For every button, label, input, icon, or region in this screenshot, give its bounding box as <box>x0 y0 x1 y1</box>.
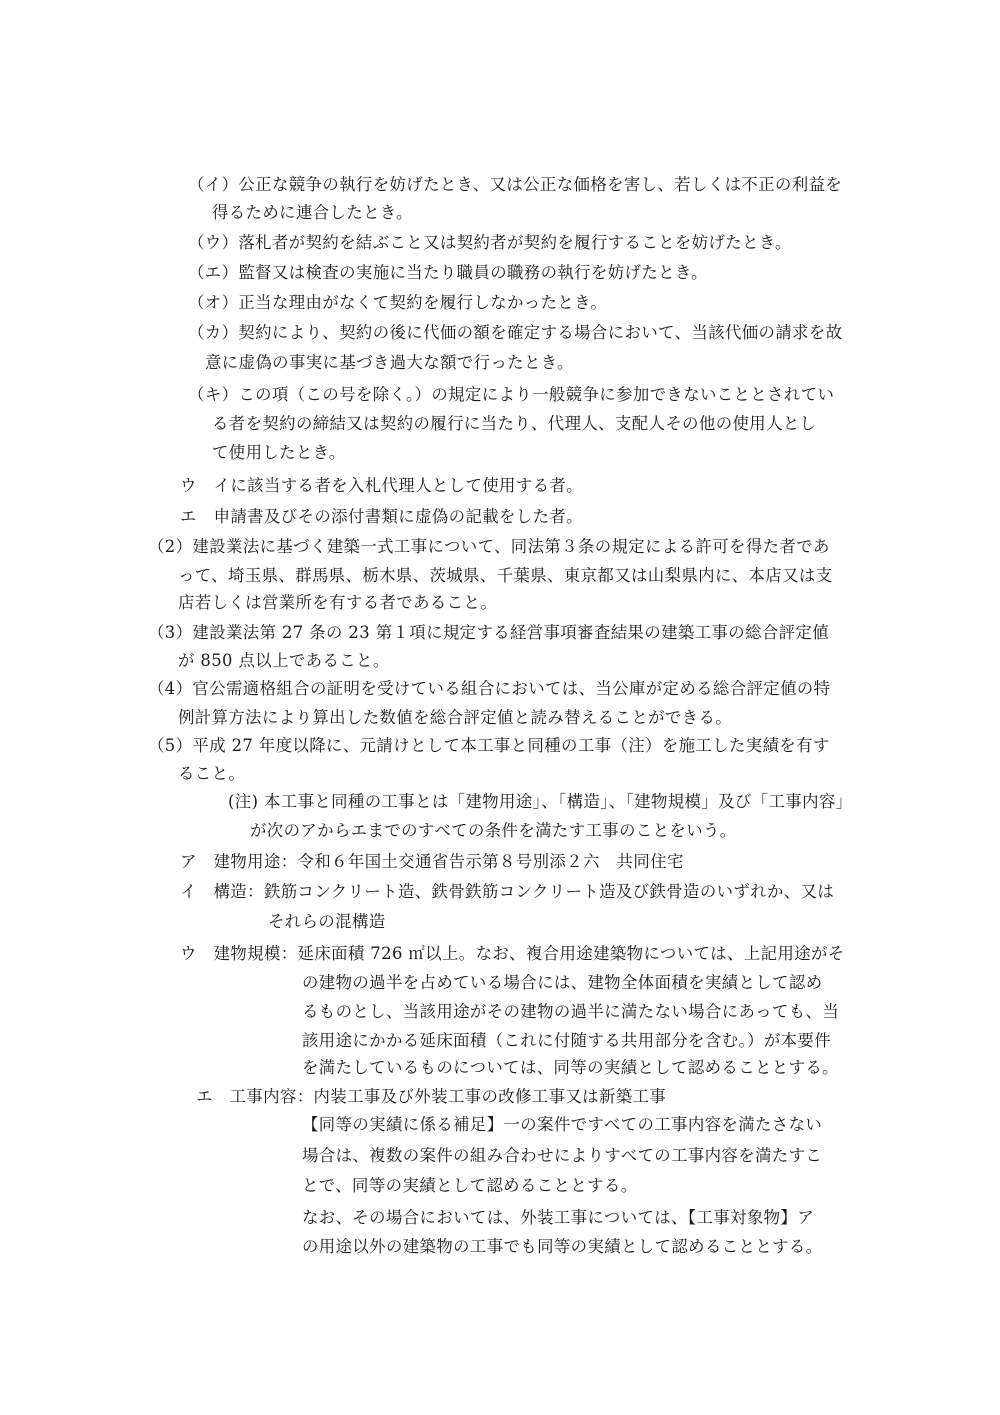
condition-u-scale-line-5: を満たしているものについては、同等の実績として認めることとする。 <box>302 1058 839 1077</box>
section-3-line-1: （3）建設業法第 27 条の 23 第１項に規定する経営事項審査結果の建築工事の総合評定値 <box>148 623 830 642</box>
section-5-line-2: ること。 <box>178 764 246 783</box>
condition-u-scale-line-3: るものとし、当該用途がその建物の過半に満たない場合にあっても、当 <box>302 1002 840 1021</box>
note-line-1: (注) 本工事と同種の工事とは「建物用途」、「構造」、「建物規模」及び「工事内容」 <box>228 792 853 811</box>
item-i-line-1: （イ）公正な競争の執行を妨げたとき、又は公正な価格を害し、若しくは不正の利益を <box>188 175 843 194</box>
supplement-line-5: の用途以外の建築物の工事でも同等の実績として認めることとする。 <box>302 1237 823 1256</box>
supplement-line-1: 【同等の実績に係る補足】一の案件ですべての工事内容を満たさない <box>302 1115 823 1134</box>
section-2-line-2: って、埼玉県、群馬県、栃木県、茨城県、千葉県、東京都又は山梨県内に、本店又は支 <box>178 566 833 585</box>
section-3-line-2: が 850 点以上であること。 <box>178 651 390 670</box>
condition-i-structure-line-2: それらの混構造 <box>268 912 386 931</box>
item-ka-line-1: （カ）契約により、契約の後に代価の額を確定する場合において、当該代価の請求を故 <box>188 323 843 342</box>
supplement-line-2: 場合は、複数の案件の組み合わせによりすべての工事内容を満たすこ <box>302 1146 823 1165</box>
section-2-line-1: （2）建設業法に基づく建築一式工事について、同法第３条の規定による許可を得た者であ <box>148 537 830 556</box>
item-e-paren-line-1: （エ）監督又は検査の実施に当たり職員の職務の執行を妨げたとき。 <box>188 263 708 282</box>
condition-u-scale-line-1: ウ 建物規模：延床面積 726 ㎡以上。なお、複合用途建築物については、上記用途がそ <box>180 944 845 963</box>
supplement-line-3: とで、同等の実績として認めることとする。 <box>302 1176 638 1195</box>
item-o-paren-line-1: （オ）正当な理由がなくて契約を履行しなかったとき。 <box>188 293 608 312</box>
section-4-line-1: （4）官公需適格組合の証明を受けている組合においては、当公庫が定める総合評定値の特 <box>148 679 831 698</box>
item-u: ウ イに該当する者を入札代理人として使用する者。 <box>180 476 583 495</box>
section-4-line-2: 例計算方法により算出した数値を総合評定値と読み替えることができる。 <box>178 708 733 727</box>
condition-i-structure-line-1: イ 構造：鉄筋コンクリート造、鉄骨鉄筋コンクリート造及び鉄骨造のいずれか、又は <box>180 882 835 901</box>
condition-u-scale-line-2: の建物の過半を占めている場合には、建物全体面積を実績として認め <box>302 973 823 992</box>
item-ki-line-2: る者を契約の締結又は契約の履行に当たり、代理人、支配人その他の使用人とし <box>212 414 817 433</box>
condition-u-scale-line-4: 該用途にかかる延床面積（これに付随する共用部分を含む。）が本要件 <box>302 1031 832 1050</box>
condition-a-building-use: ア 建物用途：令和６年国土交通省告示第８号別添２六 共同住宅 <box>180 852 684 871</box>
supplement-line-4: なお、その場合においては、外装工事については、【工事対象物】ア <box>302 1208 814 1227</box>
section-2-line-3: 店若しくは営業所を有する者であること。 <box>178 593 498 612</box>
section-5-line-1: （5）平成 27 年度以降に、元請けとして本工事と同種の工事（注）を施工した実績を有す <box>148 736 830 755</box>
item-ki-line-1: （キ）この項（この号を除く。）の規定により一般競争に参加できないこととされてい <box>188 385 835 404</box>
item-i-line-2: 得るために連合したとき。 <box>212 203 413 222</box>
item-e: エ 申請書及びその添付書類に虚偽の記載をした者。 <box>180 507 583 526</box>
condition-e-work-content: エ 工事内容：内装工事及び外装工事の改修工事又は新築工事 <box>196 1087 667 1106</box>
note-line-2: が次のアからエまでのすべての条件を満たす工事のことをいう。 <box>250 821 737 840</box>
item-u-paren-line-1: （ウ）落札者が契約を結ぶこと又は契約者が契約を履行することを妨げたとき。 <box>188 233 792 252</box>
item-ki-line-3: て使用したとき。 <box>212 443 346 462</box>
item-ka-line-2: 意に虚偽の事実に基づき過大な額で行ったとき。 <box>205 353 574 372</box>
